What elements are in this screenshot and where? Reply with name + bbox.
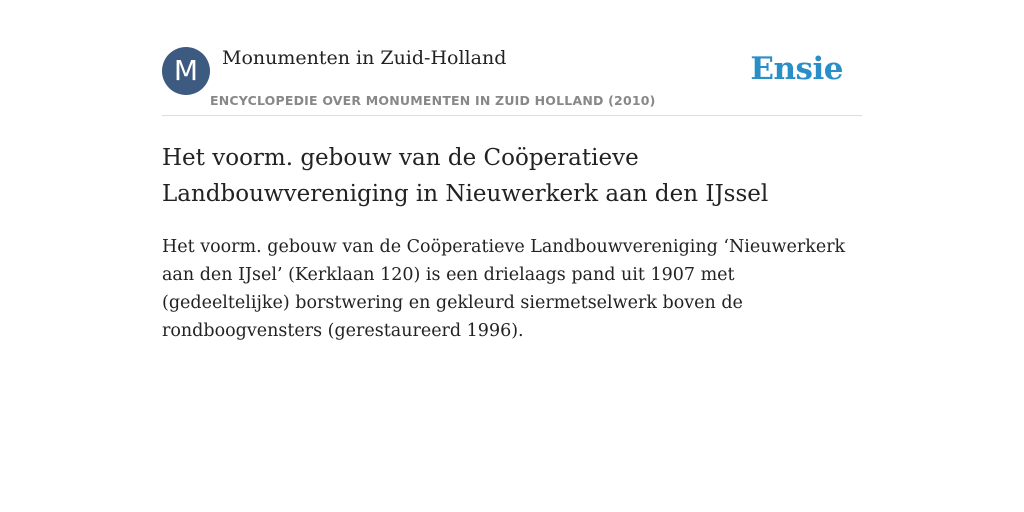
ensie-logo[interactable]: Ensie (750, 51, 843, 87)
source-subtitle: ENCYCLOPEDIE OVER MONUMENTEN IN ZUID HOLLAND (2010) (210, 93, 656, 108)
avatar[interactable]: M (162, 47, 210, 95)
article-card (162, 46, 862, 345)
source-title[interactable]: Monumenten in Zuid-Holland (222, 47, 507, 69)
source-header (162, 46, 862, 116)
article-title: Het voorm. gebouw van de Coöperatieve Landbouwvereniging in Nieuwerkerk aan den IJssel (162, 145, 769, 207)
article-body: Het voorm. gebouw van de Coöperatieve Landbouwvereniging ‘Nieuwerkerk aan den IJsel’ (Kerklaan 120) is een drielaags pand uit 1907 met (gedeeltelijke) borstwering en gekleurd siermetselwerk boven de rondboogvensters (gerestaureerd 1996). (162, 237, 846, 341)
